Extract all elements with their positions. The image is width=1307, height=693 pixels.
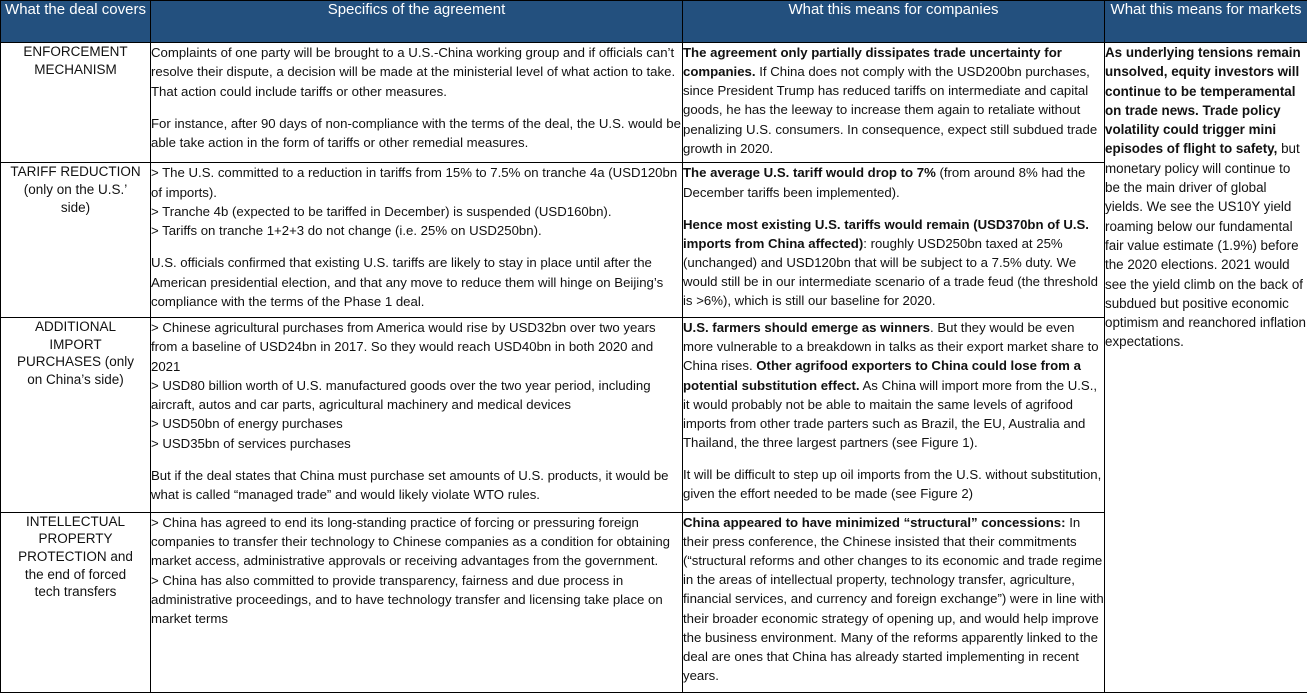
cell-markets-outlook <box>1105 43 1307 693</box>
row-label-enforcement-mechanism <box>1 43 151 163</box>
paragraph: Complaints of one party will be brought to a U.S.-China working group and if officials can’t resolve their dispute, a decision will be made at the ministerial level of what action to take. That action could include tariffs or other measures. <box>151 45 676 99</box>
row-label-intellectual-property-protection <box>1 512 151 692</box>
row-label-line: ENFORCEMENT <box>23 44 128 59</box>
column-header-what-this-means-for-markets: What this means for markets <box>1105 1 1307 43</box>
bullet-item: > Tranche 4b (expected to be tariffed in December) is suspended (USD160bn). <box>151 203 612 219</box>
paragraph: It will be difficult to step up oil imports from the U.S. without substitution, given the effort needed to be made (see Figure 2) <box>683 467 1102 502</box>
emphasis-text: As underlying tensions remain unsolved, equity investors will continue to be temperamental on trade news. Trade policy volatility could trigger mini episodes of flight to safety, <box>1105 45 1301 157</box>
paragraph: For instance, after 90 days of non-compliance with the terms of the deal, the U.S. would be able take action in the form of tariffs or other remedial measures. <box>151 115 681 151</box>
body-text: In their press conference, the Chinese insisted that their commitments (“structural reforms and other changes to its economic and trade regime in the areas of intellectual property, technology transfer, agriculture, financial services, and currency and foreign exchange”) were in line with their broader economic strategy of opening up, and would help improve the business environment. Many of the reforms apparently linked to the deal are ones that China has already started implementing in recent years. <box>683 514 1104 684</box>
bullet-item: > Chinese agricultural purchases from America would rise by USD32bn over two years from a baseline of USD24bn in 2017. So they would reach USD40bn in both 2020 and 2021 <box>151 320 656 374</box>
emphasis-text: The average U.S. tariff would drop to 7% <box>683 165 936 181</box>
cell-companies-import-purchases <box>683 318 1105 513</box>
row-label-tariff-reduction <box>1 163 151 318</box>
body-text: but monetary policy will continue to be the main driver of global yields. We see the US10Y yield roaming below our fundamental fair value estimate (1.9%) before the 2020 elections. 2021 would see the yield climb on the back of subdued but positive economic optimism and reanchored inflation expectations. <box>1105 141 1306 350</box>
row-label-additional-import-purchases <box>1 318 151 513</box>
emphasis-text: U.S. farmers should emerge as winners <box>683 320 930 336</box>
emphasis-text: The agreement only partially dissipates trade uncertainty for companies. <box>683 45 1062 80</box>
bullet-item: > USD50bn of energy purchases <box>151 416 343 432</box>
row-label-line: on China’s side) <box>27 371 124 387</box>
cell-companies-enforcement <box>683 43 1105 163</box>
row-label-line: PURCHASES (only <box>16 354 135 370</box>
bullet-item: > The U.S. committed to a reduction in tariffs from 15% to 7.5% on tranche 4a (USD120bn of imports). <box>151 165 678 200</box>
row-label-line: PROTECTION and <box>18 548 133 564</box>
emphasis-text: China appeared to have minimized “structural” concessions: <box>683 514 1066 530</box>
paragraph <box>683 163 1104 201</box>
column-header-what-the-deal-covers: What the deal covers <box>1 1 151 43</box>
row-label-line: MECHANISM <box>34 61 117 77</box>
row-label-line: side) <box>60 199 91 215</box>
paragraph-spacer <box>151 453 682 466</box>
column-header-specifics-of-the-agreement: Specifics of the agreement <box>151 1 683 43</box>
bullet-item: > Tariffs on tranche 1+2+3 do not change (i.e. 25% on USD250bn). <box>151 223 542 239</box>
row-label-line: TARIFF REDUCTION <box>10 164 141 180</box>
column-header-what-this-means-for-companies: What this means for companies <box>683 1 1105 43</box>
paragraph: But if the deal states that China must purchase set amounts of U.S. products, it would be what is called “managed trade” and would likely violate WTO rules. <box>151 467 669 503</box>
emphasis-text: Other agrifood exporters to China could lose from a potential substitution effect. <box>683 358 1081 393</box>
cell-companies-intellectual-property <box>683 512 1105 692</box>
bullet-item: > USD35bn of services purchases <box>151 435 351 451</box>
cell-specifics-import-purchases <box>151 318 683 513</box>
body-text: . But they would be even more vulnerable to a breakdown in talks as their export market share to China rises. <box>683 320 1099 374</box>
row-label-line: PROPERTY <box>38 531 113 547</box>
bullet-item: > China has also committed to provide transparency, fairness and due process in administrative proceedings, and to have technology transfer and licensing take place on market terms <box>151 572 663 627</box>
row-label-line: ADDITIONAL <box>34 319 116 335</box>
bullet-item: > USD80 billion worth of U.S. manufactured goods over the two year period, including aircraft, autos and car parts, agricultural machinery and medical devices <box>151 377 651 413</box>
body-text: (from around 8% had the December tariffs been implemented). <box>683 165 1086 200</box>
row-label-line: INTELLECTUAL <box>25 513 126 529</box>
paragraph <box>1105 43 1307 352</box>
paragraph: U.S. officials confirmed that existing U.S. tariffs are likely to stay in place until after the American presidential election, and that any move to reduce them will hinge on Beijing’s compliance with the terms of the Phase 1 deal. <box>151 255 664 309</box>
body-text: If China does not comply with the USD200bn purchases, since President Trump has reduced tariffs on intermediate and capital goods, he has the leeway to increase them again to retaliate without penalizing U.S. consumers. In consequence, expect still subdued trade growth in 2020. <box>683 64 1098 156</box>
paragraph <box>683 215 1104 311</box>
table-header-row <box>1 1 1307 43</box>
row-label-line: the end of forced <box>24 566 127 582</box>
cell-specifics-enforcement <box>151 43 683 163</box>
body-text: As China will import more from the U.S., it would probably not be able to maitain the same levels of agrifood imports from other trade parters such as Brazil, the EU, Australia and Thailand, the three largest partners (see Figure 1). <box>683 377 1098 450</box>
paragraph <box>683 513 1104 685</box>
body-text: : roughly USD250bn taxed at 25% (unchanged) and USD120bn that will be subject to a 7.5% duty. We would still be in our intermediate scenario of a trade feud (the threshold is >6%), which is still our baseline for 2020. <box>683 235 1098 309</box>
row-label-line: tech transfers <box>34 584 117 600</box>
cell-specifics-tariff-reduction <box>151 163 683 318</box>
bullet-item: > China has agreed to end its long-standing practice of forcing or pressuring foreign companies to transfer their technology to Chinese companies as a condition for obtaining market access, administrative approvals or receiving advantages from the government. <box>151 514 671 569</box>
paragraph <box>683 43 1104 158</box>
cell-companies-tariff-reduction <box>683 163 1105 318</box>
paragraph <box>683 318 1104 452</box>
row-label-line: IMPORT <box>49 336 102 352</box>
emphasis-text: Hence most existing U.S. tariffs would remain (USD370bn of U.S. imports from China affected) <box>683 216 1089 251</box>
paragraph-spacer <box>151 240 682 253</box>
cell-specifics-intellectual-property <box>151 512 683 692</box>
row-label-line: (only on the U.S.’ <box>23 181 128 197</box>
table-row <box>1 43 1307 163</box>
